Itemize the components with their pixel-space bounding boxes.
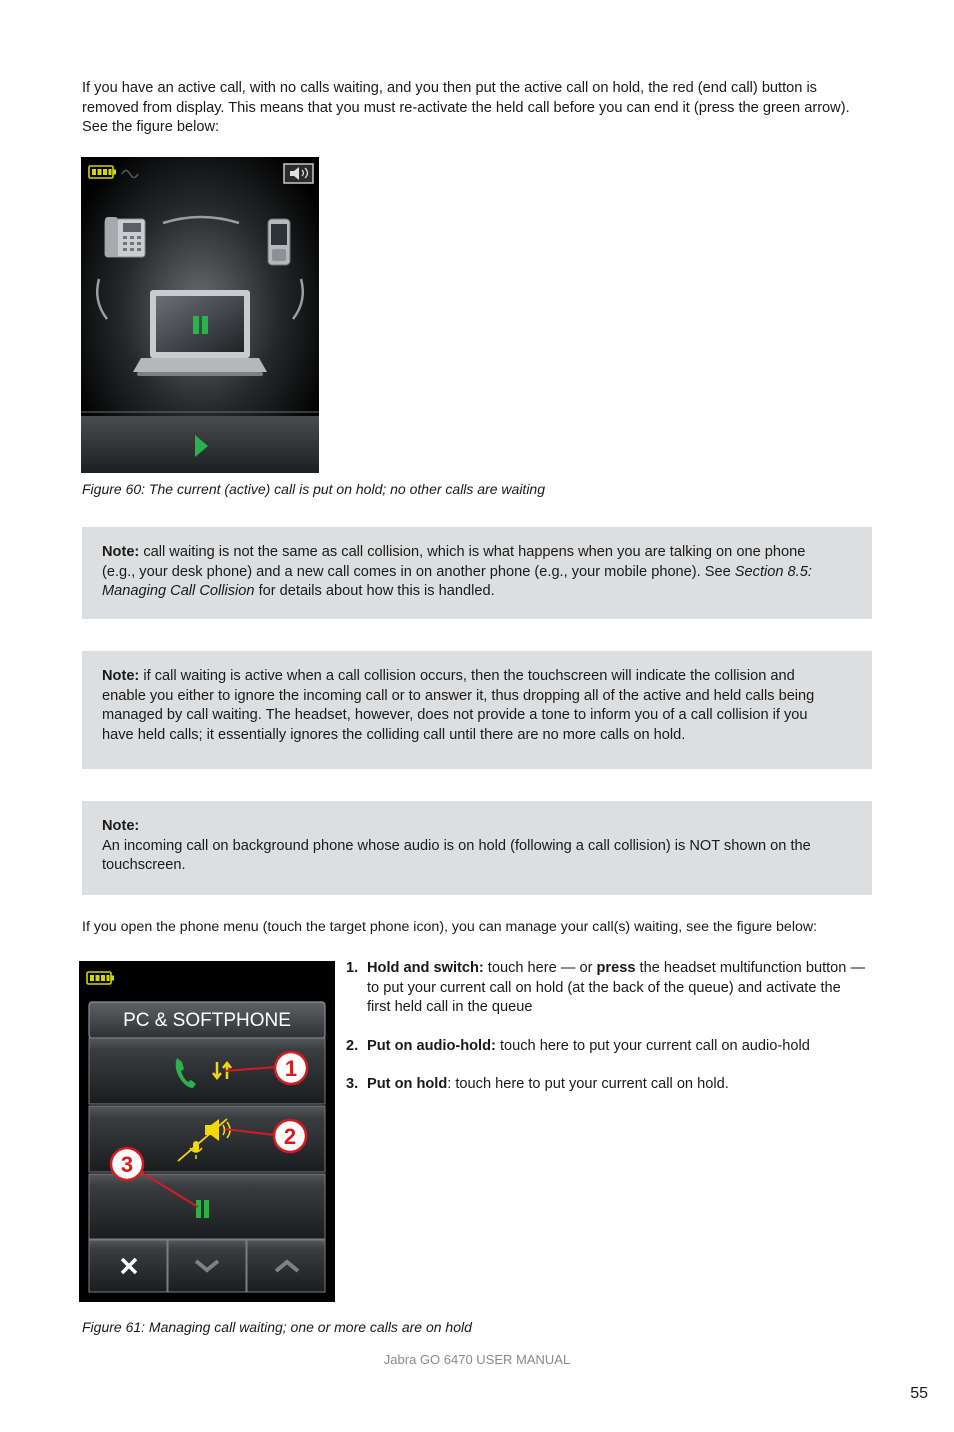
steps-list <box>346 959 866 1114</box>
note-text: An incoming call on background phone whose audio is on hold (following a call collision) is NOT shown on the touchscreen. <box>102 837 811 873</box>
scroll-down-button[interactable] <box>168 1240 246 1292</box>
desk-phone-icon <box>105 217 145 257</box>
section-reference: Section 8.5: Managing Call Collision <box>102 563 812 599</box>
note-call-waiting <box>82 527 872 619</box>
scroll-up-button[interactable] <box>247 1240 325 1292</box>
callout-3-label: 3 <box>120 1152 134 1177</box>
speaker-icon <box>284 164 313 183</box>
step-item: 1. Hold and switch: touch here — or press the headset multifunction button — to put your current call on hold (at the back of the queue) and activate the first held call in the queue <box>346 959 866 1018</box>
step-number: 1. <box>346 960 359 976</box>
step-number: 3. <box>346 1076 359 1092</box>
note-text-end: for details about how this is handled. <box>254 583 495 599</box>
note-label: Note: <box>102 818 140 834</box>
page-number: 55 <box>910 1385 928 1402</box>
figure-61-caption: Figure 61: Managing call waiting; one or more calls are on hold <box>82 1319 472 1335</box>
menu-intro-paragraph: If you open the phone menu (touch the target phone icon), you can manage your call(s) waiting, see the figure below: <box>82 919 818 935</box>
note-text: call waiting is not the same as call collision, which is what happens when you are talking on one phone (e.g., your desk phone) and a new call comes in on another phone (e.g., your mobile phone). See <box>102 544 806 580</box>
figure-60-caption: Figure 60: The current (active) call is put on hold; no other calls are waiting <box>82 481 546 497</box>
put-on-hold-button[interactable] <box>89 1174 325 1239</box>
step-item: 3. Put on hold: touch here to put your current call on hold. <box>346 1075 866 1095</box>
note-background-phone <box>82 801 872 895</box>
close-button[interactable] <box>89 1240 167 1292</box>
note-call-collision <box>82 651 872 769</box>
step-title: Hold and switch: <box>367 960 484 976</box>
step-number: 2. <box>346 1037 359 1054</box>
note-label: Note: <box>102 544 140 560</box>
mobile-phone-icon <box>268 219 290 265</box>
laptop-icon <box>133 290 267 376</box>
figure-61-screen <box>79 961 335 1302</box>
step-item: 2. Put on audio-hold: touch here to put your current call on audio-hold <box>346 1037 866 1057</box>
footer-title: Jabra GO 6470 USER MANUAL <box>383 1352 571 1367</box>
note-label: Note: <box>102 668 140 684</box>
figure-60-screen <box>81 157 319 473</box>
menu-title: PC & SOFTPHONE <box>123 1010 291 1031</box>
intro-paragraph: If you have an active call, with no calls waiting, and you then put the active call on hold, the red (end call) button is removed from display. This means that you must re-activate the held call before you can end it (press the green arrow). See the figure below: <box>82 80 850 135</box>
step-title: Put on hold <box>367 1076 448 1092</box>
note-text: if call waiting is active when a call collision occurs, then the touchscreen will indicate the collision and enable you either to ignore the incoming call or to answer it, thus dropping all of the active and held calls being managed by call waiting. The headset, however, does not provide a tone to inform you of a call collision if you have held calls; it essentially ignores the colliding call until there are no more calls on hold. <box>102 668 815 743</box>
callout-2-label: 2 <box>283 1124 297 1149</box>
callout-1-label: 1 <box>284 1056 298 1081</box>
step-title: Put on audio-hold: <box>367 1037 496 1054</box>
